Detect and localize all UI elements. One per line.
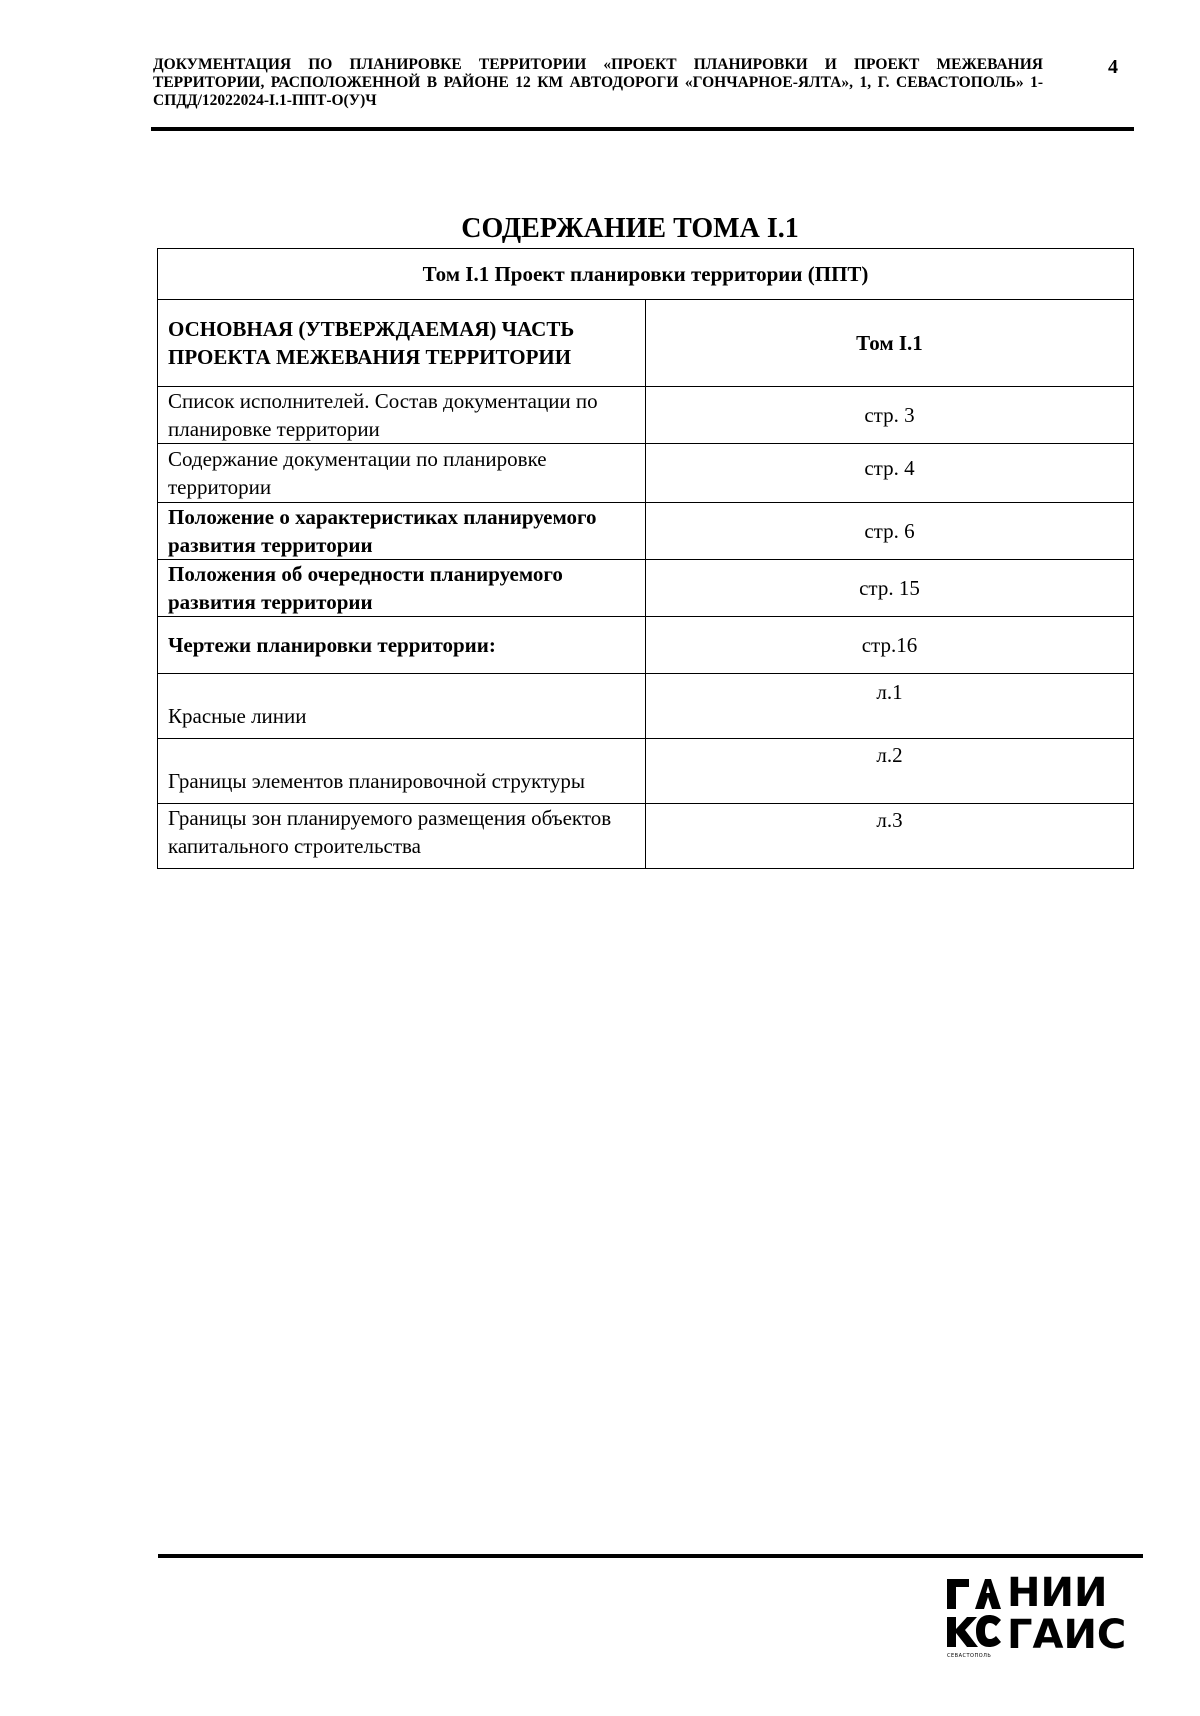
contents-table [157, 248, 1134, 869]
table-row [158, 617, 1134, 674]
table-row [158, 503, 1134, 560]
row-page: стр. 4 [646, 444, 1134, 503]
footer-rule [158, 1554, 1143, 1558]
row-label: Чертежи планировки территории: [158, 617, 646, 674]
main-section-line2: ПРОЕКТА МЕЖЕВАНИЯ ТЕРРИТОРИИ [168, 345, 572, 369]
row-label: Список исполнителей. Состав документации по планировке территории [158, 387, 646, 444]
gais-mark-icon [945, 1575, 1001, 1653]
row-page: стр.16 [646, 617, 1134, 674]
row-page: стр. 3 [646, 387, 1134, 444]
table-row [158, 739, 1134, 804]
logo-caption: СЕВАСТОПОЛЬ [947, 1653, 992, 1659]
main-section-title [158, 300, 646, 387]
logo-line1: НИИ [1007, 1570, 1108, 1616]
table-row [158, 674, 1134, 739]
document-header: ДОКУМЕНТАЦИЯ ПО ПЛАНИРОВКЕ ТЕРРИТОРИИ «ПРОЕКТ ПЛАНИРОВКИ И ПРОЕКТ МЕЖЕВАНИЯ ТЕРРИТОРИИ, РАСПОЛОЖЕННОЙ В РАЙОНЕ 12 КМ АВТОДОРОГИ «ГОНЧАРНОЕ-ЯЛТА», 1, Г. СЕВАСТОПОЛЬ» 1-СПДД/12022024-I.1-ППТ-О(У)Ч [153, 56, 1043, 109]
header-rule [151, 127, 1134, 131]
table-row [158, 560, 1134, 617]
row-page: л.3 [646, 804, 1134, 869]
row-page: стр. 15 [646, 560, 1134, 617]
main-section-volume: Том I.1 [646, 300, 1134, 387]
row-label: Положения об очередности планируемого развития территории [158, 560, 646, 617]
row-page: л.1 [646, 674, 1134, 739]
row-label: Содержание документации по планировке территории [158, 444, 646, 503]
row-page: л.2 [646, 739, 1134, 804]
main-section-line1: ОСНОВНАЯ (УТВЕРЖДАЕМАЯ) ЧАСТЬ [168, 317, 575, 341]
table-row [158, 444, 1134, 503]
page-title: СОДЕРЖАНИЕ ТОМА I.1 [461, 213, 799, 244]
row-page: стр. 6 [646, 503, 1134, 560]
volume-header: Том I.1 Проект планировки территории (ППТ) [158, 249, 1134, 300]
row-label: Границы зон планируемого размещения объектов капитального строительства [158, 804, 646, 869]
main-section-row [158, 300, 1134, 387]
page-number: 4 [1108, 56, 1118, 78]
row-label: Положение о характеристиках планируемого развития территории [158, 503, 646, 560]
nii-gais-logo [945, 1570, 1127, 1661]
table-row [158, 387, 1134, 444]
logo-line2: ГАИС [1007, 1612, 1127, 1658]
table-row [158, 804, 1134, 869]
row-label: Границы элементов планировочной структуры [158, 739, 646, 804]
table-header-row [158, 249, 1134, 300]
row-label: Красные линии [158, 674, 646, 739]
